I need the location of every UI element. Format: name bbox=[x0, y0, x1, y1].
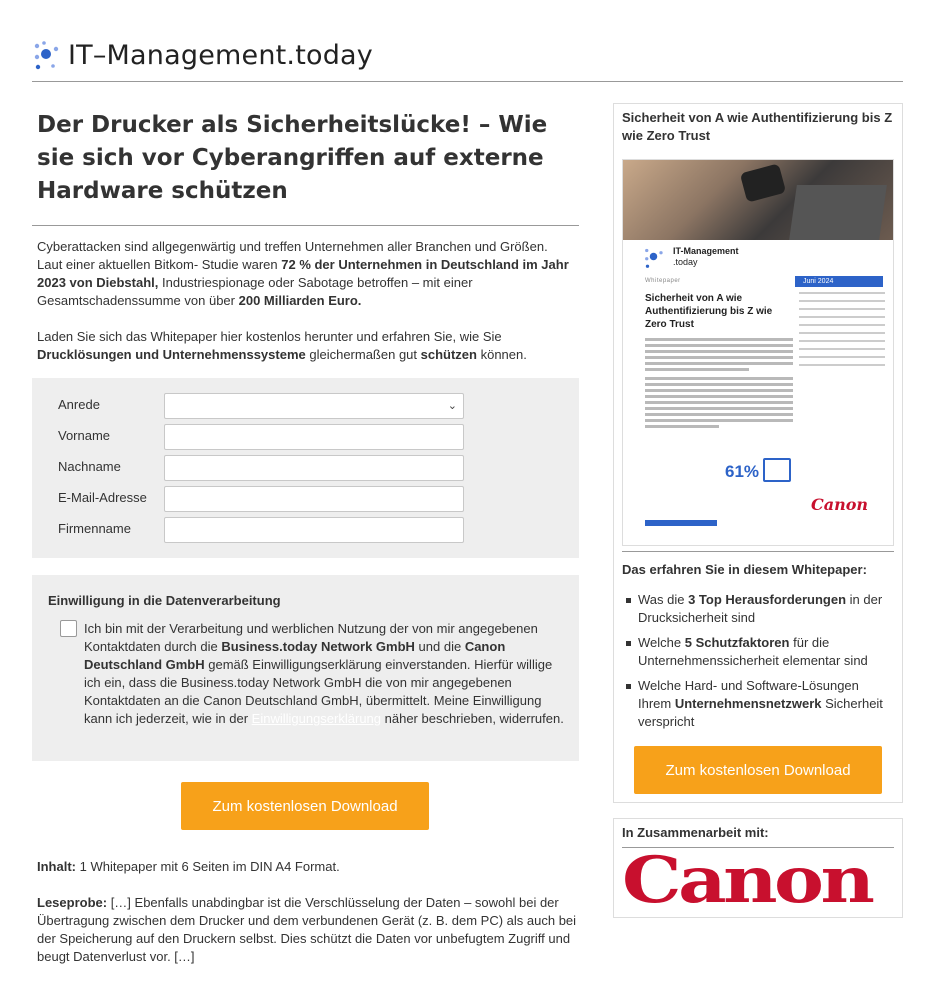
form-row-anrede bbox=[58, 393, 468, 419]
intro-highlight: 72 % der Unternehmen in Deutschland im Jahr 2023 von Diebstahl, bbox=[37, 257, 569, 290]
cover-laptop-shape bbox=[789, 185, 887, 240]
site-logo-text[interactable]: IT–Management.today bbox=[68, 40, 373, 71]
consent-text-part: gemäß Einwilligungserklärung einverstanden. Hierfür willige ich ein, dass die Business.today Network GmbH die von mir angegebenen Kontaktdaten an die Canon Deutschland GmbH, übermittelt. Meine Einwilligung kann ich jederzeit, wie in der bbox=[84, 657, 553, 726]
intro-text: gleichermaßen gut bbox=[305, 347, 421, 362]
anrede-select[interactable] bbox=[164, 393, 464, 419]
consent-text-part: näher beschrieben, widerrufen. bbox=[381, 711, 564, 726]
cover-date: Juni 2024 bbox=[795, 276, 883, 287]
cover-phone-shape bbox=[740, 163, 786, 202]
firma-input[interactable] bbox=[164, 517, 464, 543]
consent-text-part: Ich bin mit der Verarbeitung und werblichen Nutzung der von mir angegebenen Kontaktdaten durch die bbox=[84, 621, 538, 654]
article-intro bbox=[32, 226, 579, 364]
cover-document-icon bbox=[763, 458, 791, 482]
list-text: Welche bbox=[638, 635, 685, 650]
inhalt-paragraph bbox=[37, 858, 577, 876]
page-title: Der Drucker als Sicherheitslücke! – Wie sie sich vor Cyberangriffen auf externe Hardware schützen bbox=[32, 100, 579, 226]
intro-highlight: Drucklösungen und Unternehmenssysteme bbox=[37, 347, 306, 362]
intro-text: Laden Sie sich das Whitepaper hier kostenlos herunter und erfahren Sie, wie Sie bbox=[37, 329, 502, 344]
consent-company: Business.today Network GmbH bbox=[221, 639, 415, 654]
sidebar-divider bbox=[622, 551, 894, 552]
consent-section bbox=[32, 575, 579, 761]
vorname-label: Vorname bbox=[58, 428, 111, 443]
vorname-input[interactable] bbox=[164, 424, 464, 450]
cover-stat: 61% bbox=[725, 462, 760, 481]
cover-side-lines bbox=[799, 292, 885, 372]
consent-declaration-link[interactable]: Einwilligungserklärung bbox=[251, 711, 382, 726]
cover-canon-logo: Canon bbox=[811, 495, 869, 514]
list-item bbox=[624, 591, 894, 627]
lead-form bbox=[32, 378, 579, 558]
list-item bbox=[624, 634, 894, 670]
form-row-vorname bbox=[58, 424, 468, 450]
cover-logo bbox=[643, 246, 763, 272]
partner-title: In Zusammenarbeit mit: bbox=[622, 825, 769, 840]
consent-text bbox=[84, 620, 564, 728]
cover-logo-dots-icon bbox=[643, 246, 667, 270]
download-button[interactable]: Zum kostenlosen Download bbox=[181, 782, 429, 830]
leseprobe-label: Leseprobe: bbox=[37, 895, 108, 910]
whitepaper-card bbox=[613, 103, 903, 803]
canon-logo[interactable]: Canon bbox=[622, 843, 872, 918]
inhalt-label: Inhalt: bbox=[37, 859, 76, 874]
list-highlight: Unternehmensnetzwerk bbox=[674, 696, 822, 711]
list-text: Was die bbox=[638, 592, 689, 607]
anrede-label: Anrede bbox=[58, 397, 100, 412]
list-highlight: 3 Top Herausforderungen bbox=[688, 592, 847, 607]
whitepaper-subtitle: Das erfahren Sie in diesem Whitepaper: bbox=[622, 562, 867, 577]
site-header bbox=[32, 38, 903, 82]
form-row-nachname bbox=[58, 455, 468, 481]
form-row-email bbox=[58, 486, 468, 512]
nachname-input[interactable] bbox=[164, 455, 464, 481]
cover-heading: Sicherheit von A wie Authentifizierung bis Z wie Zero Trust bbox=[645, 293, 773, 330]
consent-text-part: und die bbox=[414, 639, 465, 654]
cover-logo-sub: .today bbox=[673, 257, 698, 267]
chevron-down-icon: ⌄ bbox=[447, 400, 457, 412]
main-content bbox=[32, 100, 579, 964]
inhalt-text: 1 Whitepaper mit 6 Seiten im DIN A4 Format. bbox=[76, 859, 340, 874]
cover-bottom-bar bbox=[645, 520, 717, 526]
cover-photo bbox=[623, 160, 894, 240]
cover-logo-text: IT-Management bbox=[673, 246, 739, 256]
consent-company: Canon Deutschland GmbH bbox=[84, 639, 506, 672]
leseprobe-paragraph bbox=[37, 894, 577, 966]
cover-text-lines bbox=[645, 338, 793, 431]
whitepaper-title: Sicherheit von A wie Authentifizierung bis Z wie Zero Trust bbox=[622, 110, 893, 143]
email-label: E-Mail-Adresse bbox=[58, 490, 147, 505]
list-text: in der Drucksicherheit sind bbox=[638, 592, 883, 625]
consent-title: Einwilligung in die Datenverarbeitung bbox=[48, 593, 281, 608]
intro-paragraph-1 bbox=[37, 238, 575, 310]
list-text: Welche Hard- und Software-Lösungen Ihrem bbox=[638, 678, 859, 711]
consent-checkbox[interactable] bbox=[60, 620, 77, 637]
intro-text: Industriespionage oder Sabotage betroffen – mit einer Gesamtschadenssumme von über bbox=[37, 275, 473, 308]
firma-label: Firmenname bbox=[58, 521, 131, 536]
list-highlight: 5 Schutzfaktoren bbox=[684, 635, 790, 650]
whitepaper-details bbox=[37, 858, 577, 982]
intro-paragraph-2 bbox=[37, 328, 575, 364]
partner-card bbox=[613, 818, 903, 918]
intro-highlight: schützen bbox=[420, 347, 477, 362]
list-text: Sicherheit verspricht bbox=[638, 696, 883, 729]
sidebar-download-button[interactable]: Zum kostenlosen Download bbox=[634, 746, 882, 794]
leseprobe-text: […] Ebenfalls unabdingbar ist die Verschlüsselung der Daten – sowohl bei der Übertragung zwischen dem Drucker und dem verbundenen Gerät (z. B. dem PC) als auch bei der Speicherung auf den Druckern selbst. Dies schützt die Daten vor unbefugtem Zugriff und beugt Datenverlust vor. […] bbox=[37, 895, 577, 964]
list-text: für die Unternehmenssicherheit elementar sind bbox=[638, 635, 868, 668]
nachname-label: Nachname bbox=[58, 459, 121, 474]
form-row-firma bbox=[58, 517, 468, 543]
whitepaper-cover[interactable] bbox=[622, 159, 894, 546]
intro-text: können. bbox=[476, 347, 527, 362]
email-input[interactable] bbox=[164, 486, 464, 512]
list-item bbox=[624, 677, 894, 731]
whitepaper-benefits-list bbox=[624, 591, 894, 738]
logo-dots-icon bbox=[32, 40, 64, 72]
intro-highlight: 200 Milliarden Euro. bbox=[238, 293, 362, 308]
cover-label: Whitepaper bbox=[645, 278, 681, 284]
intro-text: Cyberattacken sind allgegenwärtig und treffen Unternehmen aller Branchen und Größen. Laut einer aktuellen Bitkom- Studie waren bbox=[37, 239, 548, 272]
